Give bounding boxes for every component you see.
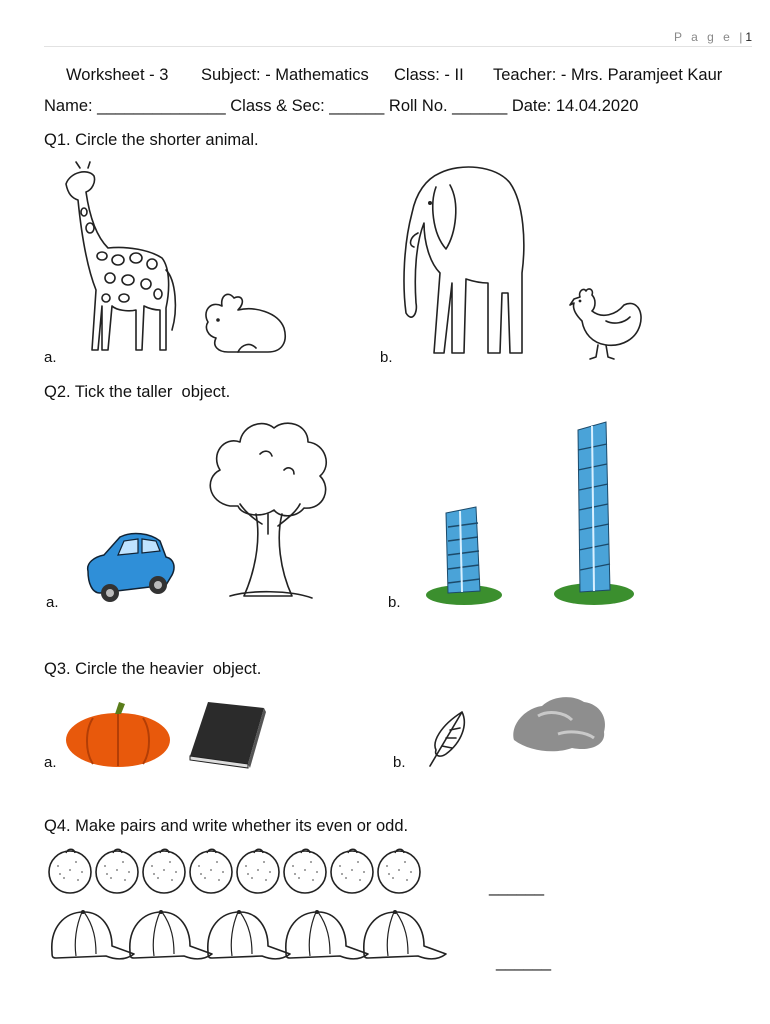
subject: Subject: - Mathematics bbox=[201, 66, 369, 84]
orange-icon bbox=[378, 849, 420, 893]
page-number: P a g e |1 bbox=[674, 30, 752, 44]
page-number-value: 1 bbox=[745, 30, 752, 44]
orange-icon bbox=[143, 849, 185, 893]
q2-option-b-label: b. bbox=[388, 594, 401, 611]
orange-icon bbox=[331, 849, 373, 893]
orange-icon bbox=[49, 849, 91, 893]
feather-image[interactable] bbox=[422, 706, 470, 770]
giraffe-image[interactable] bbox=[58, 160, 183, 365]
question-4: Q4. Make pairs and write whether its even or odd. bbox=[44, 817, 409, 835]
orange-icon bbox=[190, 849, 232, 893]
header-divider bbox=[44, 46, 752, 47]
cap-icon bbox=[208, 910, 290, 959]
orange-icon bbox=[284, 849, 326, 893]
stone-image[interactable] bbox=[508, 690, 612, 754]
question-1: Q1. Circle the shorter animal. bbox=[44, 131, 259, 149]
cap-icon bbox=[286, 910, 368, 959]
cap-icon bbox=[364, 910, 446, 959]
tall-building-image[interactable] bbox=[544, 420, 644, 610]
caps-group bbox=[46, 904, 438, 966]
question-2: Q2. Tick the taller object. bbox=[44, 383, 231, 401]
orange-icon bbox=[96, 849, 138, 893]
q2-option-a-label: a. bbox=[46, 594, 59, 611]
rabbit-image[interactable] bbox=[198, 288, 296, 358]
oranges-group bbox=[44, 844, 424, 896]
pumpkin-image[interactable] bbox=[63, 700, 173, 768]
student-details-line: Name: ______________ Class & Sec: ______ Roll No. ______ Date: 14.04.2020 bbox=[44, 97, 639, 115]
q3-option-a-label: a. bbox=[44, 754, 57, 771]
question-3: Q3. Circle the heavier object. bbox=[44, 660, 262, 678]
q1-option-a-label: a. bbox=[44, 349, 57, 366]
elephant-image[interactable] bbox=[400, 163, 530, 363]
q1-option-b-label: b. bbox=[380, 349, 393, 366]
tree-image[interactable] bbox=[200, 414, 336, 606]
short-building-image[interactable] bbox=[414, 503, 510, 609]
q3-option-b-label: b. bbox=[393, 754, 406, 771]
book-image[interactable] bbox=[186, 698, 268, 770]
car-image[interactable] bbox=[80, 527, 178, 609]
cap-icon bbox=[130, 910, 212, 959]
page-label: P a g e bbox=[674, 30, 733, 44]
cap-icon bbox=[52, 910, 134, 959]
oranges-answer-blank[interactable]: ______ bbox=[489, 878, 545, 896]
class: Class: - II bbox=[394, 66, 464, 84]
worksheet-title: Worksheet - 3 bbox=[66, 66, 169, 84]
teacher: Teacher: - Mrs. Paramjeet Kaur bbox=[493, 66, 723, 84]
caps-answer-blank[interactable]: ______ bbox=[496, 953, 552, 971]
orange-icon bbox=[237, 849, 279, 893]
hen-image[interactable] bbox=[566, 285, 646, 363]
